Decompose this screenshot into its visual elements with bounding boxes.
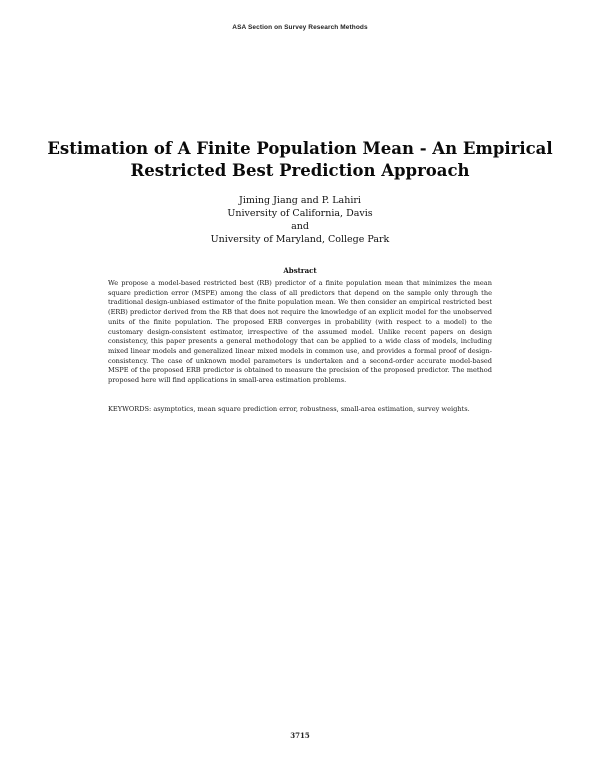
- author-names: Jiming Jiang and P. Lahiri: [239, 195, 361, 206]
- affiliation-2: University of Maryland, College Park: [210, 234, 390, 245]
- running-header: ASA Section on Survey Research Methods: [232, 24, 368, 31]
- title-line-1: Estimation of A Finite Population Mean - An Empirical: [47, 139, 553, 158]
- abstract-body: We propose a model-based restricted best (RB) predictor of a finite population mean that minimizes the mean square prediction error (MSPE) among the class of all predictors that depend on the sample only through the traditional design-unbiased estimator of the finite population mean. We then consider an empirical restricted best (ERB) predictor derived from the RB that does not require the knowledge of an explicit model for the unobserved units of the finite population. The proposed ERB converges in probability (with respect to a model) to the customary design-consistent estimator, irrespective of the assumed model. Unlike recent papers on design consistency, this paper presents a general methodology that can be applied to a wide class of models, including mixed linear models and generalized linear mixed models in common use, and provides a formal proof of design-consistency. The case of unknown model parameters is undertaken and a second-order accurate model-based MSPE of the proposed ERB predictor is obtained to measure the precision of the proposed predictor. The method proposed here will find applications in small-area estimation problems.: [108, 279, 492, 385]
- affiliation-conjunction: and: [291, 221, 309, 232]
- abstract-heading: Abstract: [283, 266, 317, 275]
- page-number: 3715: [290, 731, 310, 740]
- keywords-line: KEYWORDS: asymptotics, mean square prediction error, robustness, small-area estimation, survey weights.: [108, 405, 470, 413]
- author-block: [100, 194, 500, 246]
- affiliation-1: University of California, Davis: [227, 208, 373, 219]
- title-line-2: Restricted Best Prediction Approach: [130, 161, 470, 180]
- paper-title: [40, 138, 560, 182]
